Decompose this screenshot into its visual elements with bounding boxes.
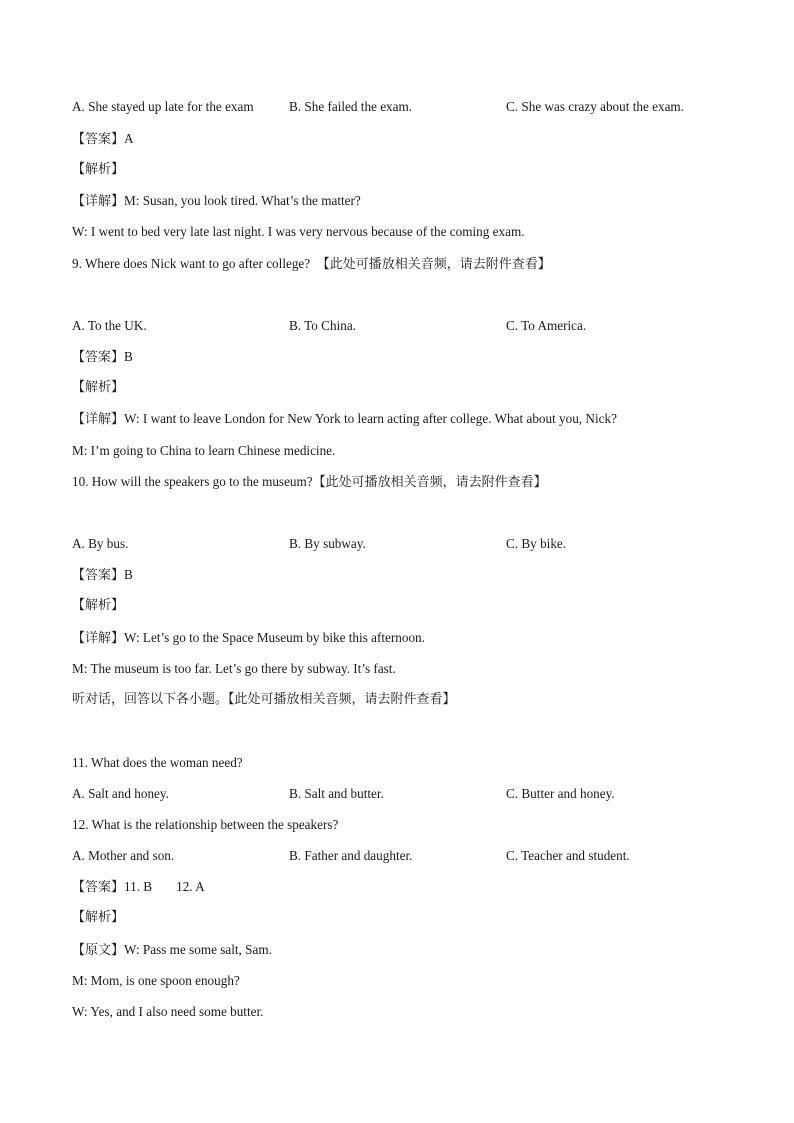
question-text: 10. How will the speakers go to the museum? — [72, 474, 313, 489]
option-b: B. She failed the exam. — [289, 99, 413, 114]
original-tag: 【原文】 — [72, 943, 125, 958]
option-a: A. To the UK. — [72, 318, 147, 333]
detail-tag: 【详解】 — [72, 412, 125, 427]
question-text: 9. Where does Nick want to go after college? — [72, 256, 311, 271]
audio-note[interactable]: 【此处可播放相关音频，请去附件查看】 — [228, 692, 456, 707]
question-11: 11. What does the woman need? — [72, 755, 243, 770]
original-line — [72, 941, 272, 960]
answer-line — [72, 130, 134, 149]
detail-text: M: Susan, you look tired. What’s the matter? — [124, 193, 361, 208]
question-9 — [72, 255, 551, 274]
answer-value-12: 12. A — [176, 879, 205, 894]
answer-tag: 【答案】 — [72, 880, 125, 895]
answer-value: B — [124, 567, 133, 582]
detail-text: W: I want to leave London for New York to learn acting after college. What about you, Nick? — [124, 411, 617, 426]
option-a: A. She stayed up late for the exam — [72, 99, 254, 114]
answer-value-11: 11. B — [124, 879, 153, 894]
answer-line — [72, 566, 133, 585]
option-c: C. She was crazy about the exam. — [506, 99, 684, 114]
option-a: A. Salt and honey. — [72, 786, 169, 801]
detail-text: W: Let’s go to the Space Museum by bike this afternoon. — [124, 630, 425, 645]
section-instruction — [72, 691, 456, 709]
detail-line — [72, 629, 425, 648]
original-text: W: Pass me some salt, Sam. — [124, 942, 272, 957]
audio-note[interactable]: 【此处可播放相关音频，请去附件查看】 — [312, 475, 547, 490]
instruction-text: 听对话，回答以下各小题。 — [72, 692, 229, 707]
dialogue-line: W: I went to bed very late last night. I was very nervous because of the coming exam. — [72, 224, 525, 239]
dialogue-line: M: I’m going to China to learn Chinese medicine. — [72, 443, 336, 458]
analysis-tag: 【解析】 — [72, 162, 125, 177]
option-a: A. By bus. — [72, 536, 129, 551]
dialogue-line: M: Mom, is one spoon enough? — [72, 973, 240, 988]
dialogue-line: M: The museum is too far. Let’s go there by subway. It’s fast. — [72, 661, 396, 676]
answer-value: A — [124, 131, 134, 146]
detail-line — [72, 192, 361, 211]
option-b: B. By subway. — [289, 536, 366, 551]
option-c: C. Teacher and student. — [506, 848, 630, 863]
answer-line — [72, 878, 205, 897]
option-c: C. By bike. — [506, 536, 567, 551]
answer-tag: 【答案】 — [72, 350, 125, 365]
option-a: A. Mother and son. — [72, 848, 175, 863]
option-c: C. Butter and honey. — [506, 786, 615, 801]
answer-tag: 【答案】 — [72, 132, 125, 147]
answer-tag: 【答案】 — [72, 568, 125, 583]
detail-tag: 【详解】 — [72, 194, 125, 209]
analysis-tag: 【解析】 — [72, 910, 125, 925]
analysis-tag: 【解析】 — [72, 598, 125, 613]
analysis-tag: 【解析】 — [72, 380, 125, 395]
dialogue-line: W: Yes, and I also need some butter. — [72, 1004, 264, 1019]
audio-note[interactable]: 【此处可播放相关音频，请去附件查看】 — [316, 257, 551, 272]
detail-line — [72, 410, 617, 429]
question-12: 12. What is the relationship between the speakers? — [72, 817, 339, 832]
option-b: B. Father and daughter. — [289, 848, 413, 863]
answer-value: B — [124, 349, 133, 364]
option-b: B. To China. — [289, 318, 356, 333]
option-b: B. Salt and butter. — [289, 786, 384, 801]
detail-tag: 【详解】 — [72, 631, 125, 646]
option-c: C. To America. — [506, 318, 587, 333]
answer-line — [72, 348, 133, 367]
question-10 — [72, 473, 547, 492]
